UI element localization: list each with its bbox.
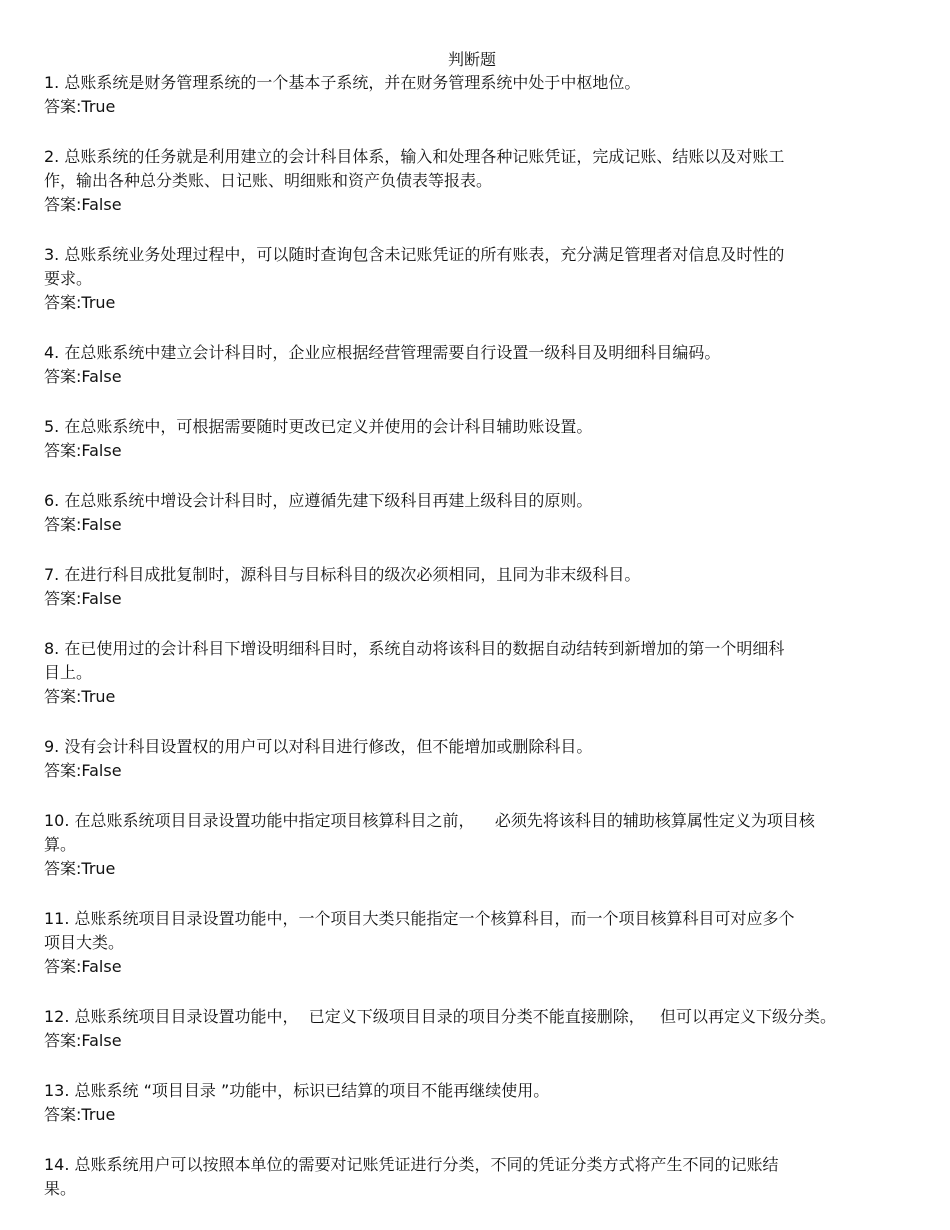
question-text: 4. 在总账系统中建立会计科目时，企业应根据经营管理需要自行设置一级科目及明细科目编码。: [44, 343, 721, 362]
page-title: 判断题: [447, 50, 496, 69]
question-text: 13. 总账系统 “项目目录 ”功能中，标识已结算的项目不能再继续使用。: [44, 1081, 550, 1100]
question-item: [44, 637, 904, 709]
question-answer: 答案:False: [44, 367, 122, 386]
question-text: 14. 总账系统用户可以按照本单位的需要对记账凭证进行分类，不同的凭证分类方式将产生不同的记账结 果。: [44, 1155, 779, 1198]
question-item: [44, 1005, 904, 1053]
question-text: 11. 总账系统项目目录设置功能中，一个项目大类只能指定一个核算科目，而一个项目核算科目可对应多个 项目大类。: [44, 909, 795, 952]
question-text: 8. 在已使用过的会计科目下增设明细科目时，系统自动将该科目的数据自动结转到新增加的第一个明细科 目上。: [44, 639, 785, 682]
question-item: [44, 71, 904, 119]
question-answer: 答案:False: [44, 1031, 122, 1050]
question-answer: 答案:False: [44, 761, 122, 780]
question-text: 3. 总账系统业务处理过程中，可以随时查询包含未记账凭证的所有账表，充分满足管理者对信息及时性的 要求。: [44, 245, 785, 288]
question-item: [44, 907, 904, 979]
question-text: 1. 总账系统是财务管理系统的一个基本子系统，并在财务管理系统中处于中枢地位。: [44, 73, 641, 92]
question-answer: 答案:True: [44, 97, 116, 116]
question-item: [44, 341, 904, 389]
question-text: 12. 总账系统项目目录设置功能中， 已定义下级项目目录的项目分类不能直接删除， 但可以再定义下级分类。: [44, 1007, 836, 1026]
question-answer: 答案:True: [44, 1105, 116, 1124]
question-text: 7. 在进行科目成批复制时，源科目与目标科目的级次必须相同，且同为非末级科目。: [44, 565, 641, 584]
question-item: [44, 415, 904, 463]
question-text: 6. 在总账系统中增设会计科目时，应遵循先建下级科目再建上级科目的原则。: [44, 491, 593, 510]
question-text: 10. 在总账系统项目目录设置功能中指定项目核算科目之前， 必须先将该科目的辅助核算属性定义为项目核 算。: [44, 811, 815, 854]
question-answer: 答案:False: [44, 441, 122, 460]
question-answer: 答案:False: [44, 589, 122, 608]
question-item: [44, 563, 904, 611]
question-answer: 答案:True: [44, 687, 116, 706]
question-answer: 答案:False: [44, 195, 122, 214]
question-answer: 答案:False: [44, 515, 122, 534]
question-answer: 答案:False: [44, 957, 122, 976]
question-item: [44, 1153, 904, 1201]
question-item: [44, 809, 904, 881]
question-text: 9. 没有会计科目设置权的用户可以对科目进行修改，但不能增加或删除科目。: [44, 737, 593, 756]
question-answer: 答案:True: [44, 293, 116, 312]
question-list: [44, 71, 904, 1227]
question-text: 5. 在总账系统中，可根据需要随时更改已定义并使用的会计科目辅助账设置。: [44, 417, 593, 436]
question-item: [44, 145, 904, 217]
question-answer: 答案:True: [44, 859, 116, 878]
question-item: [44, 735, 904, 783]
question-item: [44, 489, 904, 537]
question-item: [44, 243, 904, 315]
question-item: [44, 1079, 904, 1127]
question-text: 2. 总账系统的任务就是利用建立的会计科目体系，输入和处理各种记账凭证，完成记账、结账以及对账工 作，输出各种总分类账、日记账、明细账和资产负债表等报表。: [44, 147, 785, 190]
